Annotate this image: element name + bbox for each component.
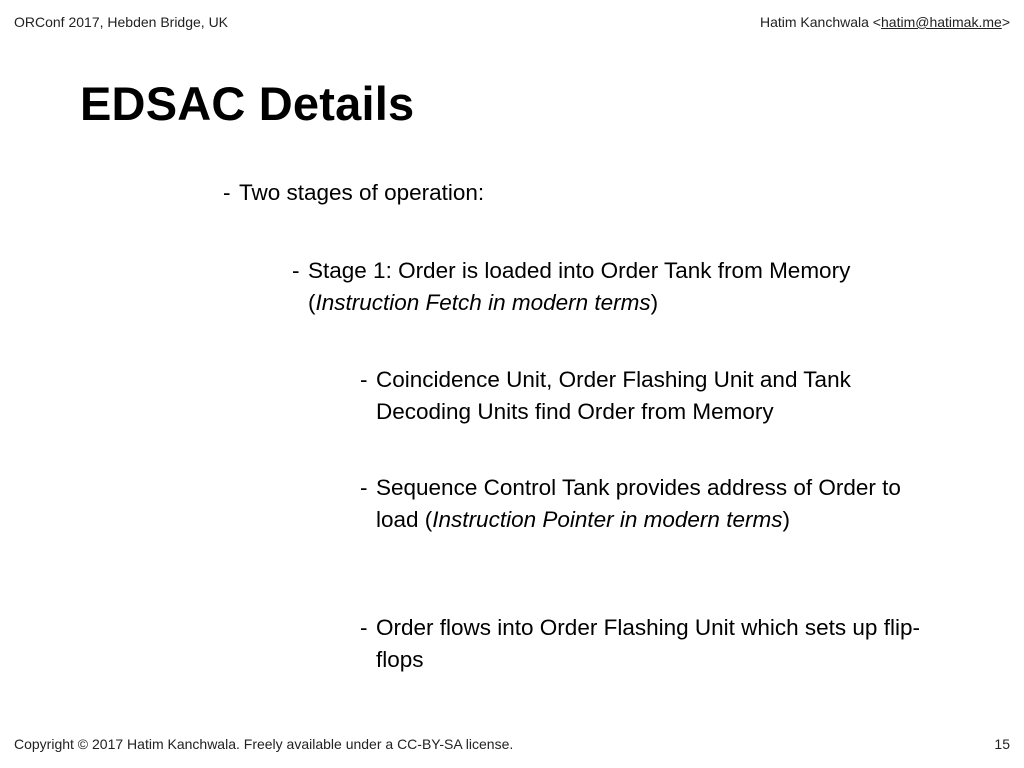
author-email-link[interactable]: hatim@hatimak.me	[881, 14, 1002, 30]
author-name: Hatim Kanchwala <	[759, 14, 881, 30]
author-line	[760, 14, 1010, 30]
bullet-dash: -	[360, 475, 368, 500]
bullet-level-2	[292, 255, 878, 319]
bullet-level-3	[360, 612, 936, 676]
bullet-text: Stage 1: Order is loaded into Order Tank from Memory (	[308, 258, 851, 315]
bullet-dash: -	[223, 180, 231, 205]
author-email-close: >	[1001, 14, 1010, 30]
slide-title: EDSAC Details	[80, 77, 415, 130]
bullet-emphasis: Instruction Fetch in modern terms	[315, 290, 651, 315]
page-number: 15	[994, 736, 1010, 752]
bullet-dash: -	[360, 615, 368, 640]
bullet-text: Sequence Control Tank provides address of Order to load (	[376, 475, 901, 532]
bullet-level-1	[223, 177, 809, 209]
bullet-emphasis: Instruction Pointer in modern terms	[432, 507, 783, 532]
bullet-text: Two stages of operation:	[239, 180, 485, 205]
bullet-text: Order flows into Order Flashing Unit which sets up flip-flops	[376, 615, 920, 672]
bullet-dash: -	[292, 258, 300, 283]
bullet-text: Coincidence Unit, Order Flashing Unit and Tank Decoding Units find Order from Memory	[376, 367, 851, 424]
bullet-dash: -	[360, 367, 368, 392]
bullet-text-end: )	[782, 507, 790, 532]
bullet-level-3	[360, 364, 936, 428]
bullet-text-end: )	[650, 290, 659, 315]
copyright-notice: Copyright © 2017 Hatim Kanchwala. Freely available under a CC-BY-SA license.	[14, 736, 514, 752]
bullet-level-3	[360, 472, 936, 536]
conference-label: ORConf 2017, Hebden Bridge, UK	[14, 14, 229, 30]
